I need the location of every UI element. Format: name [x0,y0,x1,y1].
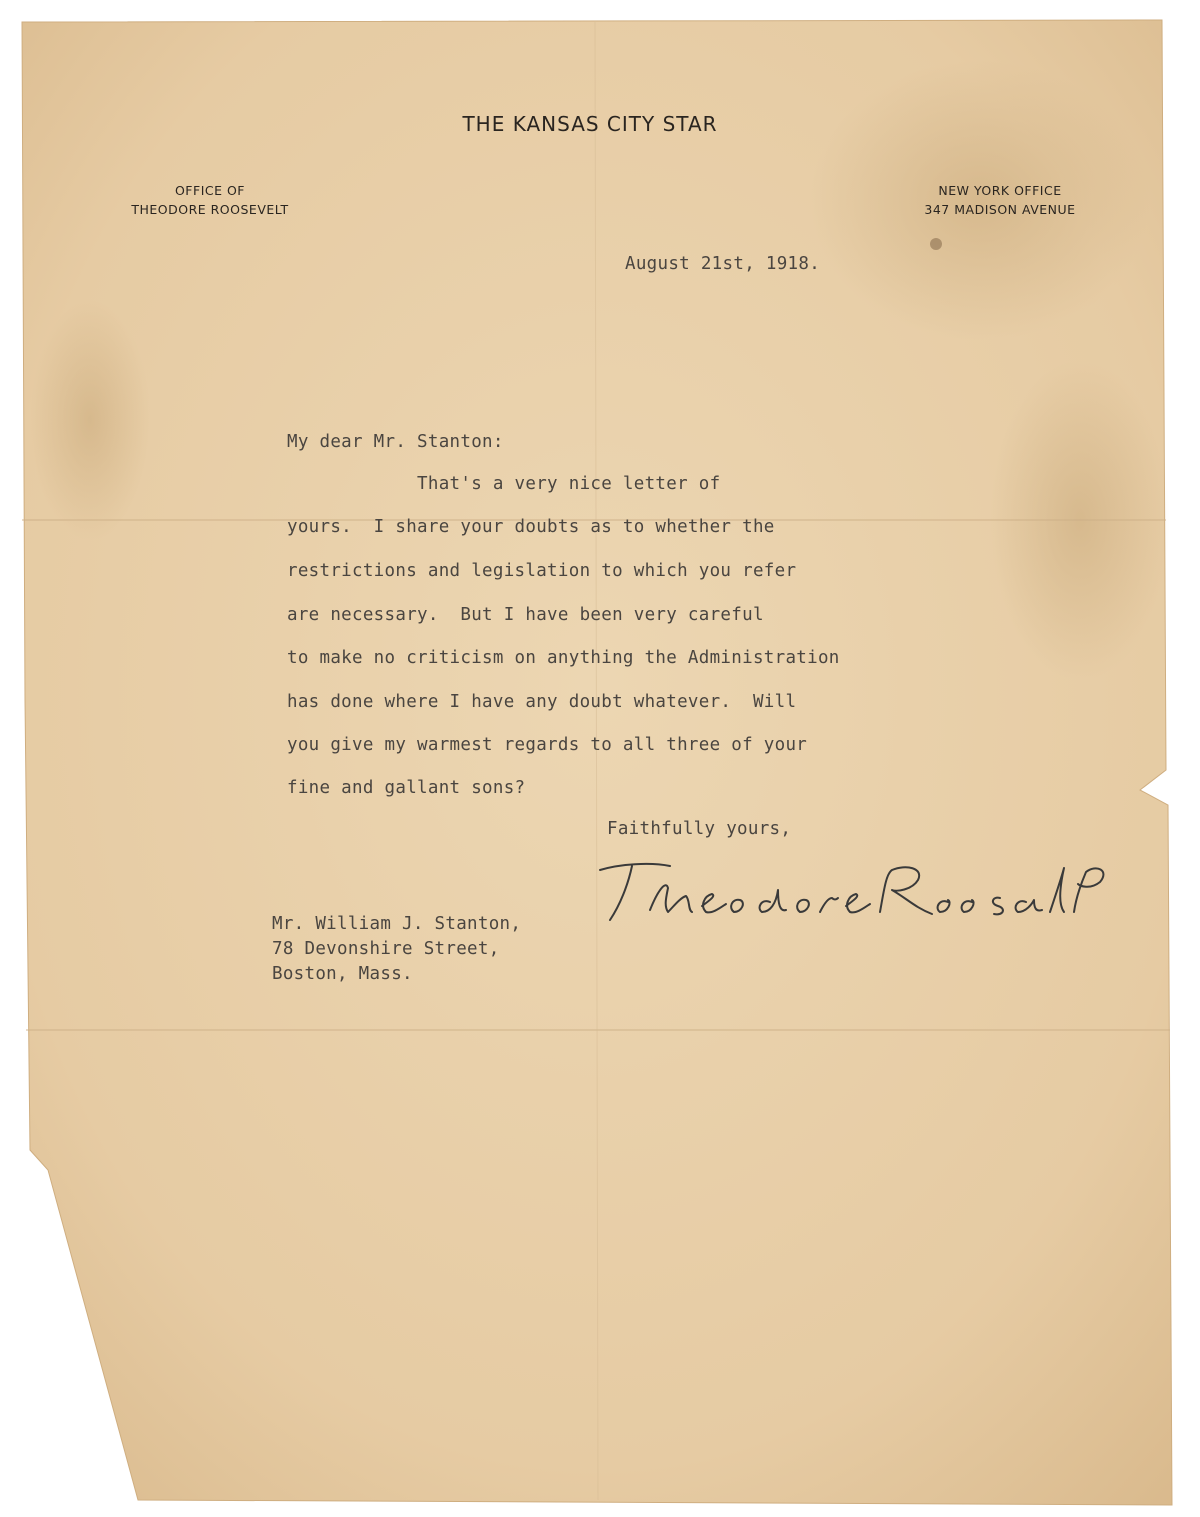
ink-spot [930,238,942,250]
body-line: are necessary. But I have been very careful [287,605,764,625]
new-york-office-block [900,181,1100,219]
recipient-city: Boston, Mass. [272,964,413,984]
salutation: My dear Mr. Stanton: [287,432,504,452]
office-of-label: OFFICE OF [174,183,246,198]
masthead-title: THE KANSAS CITY STAR [462,112,718,136]
office-of-block [110,181,310,219]
body-line: has done where I have any doubt whatever. Will [287,692,797,712]
office-name: THEODORE ROOSEVELT [131,202,289,217]
stain-mark [30,300,150,540]
body-line: to make no criticism on anything the Administration [287,648,840,668]
body-line: fine and gallant sons? [287,778,526,798]
body-line: you give my warmest regards to all three of your [287,735,808,755]
handwritten-signature [580,850,1140,930]
new-york-office-label: NEW YORK OFFICE [938,183,1062,198]
letter-date: August 21st, 1918. [625,254,821,274]
office-address: 347 MADISON AVENUE [924,202,1076,217]
recipient-street: 78 Devonshire Street, [272,939,500,959]
body-line: restrictions and legislation to which you refer [287,561,797,581]
body-line: yours. I share your doubts as to whether the [287,517,775,537]
body-line: That's a very nice letter of [287,474,721,494]
closing: Faithfully yours, [607,819,792,839]
recipient-name: Mr. William J. Stanton, [272,914,522,934]
